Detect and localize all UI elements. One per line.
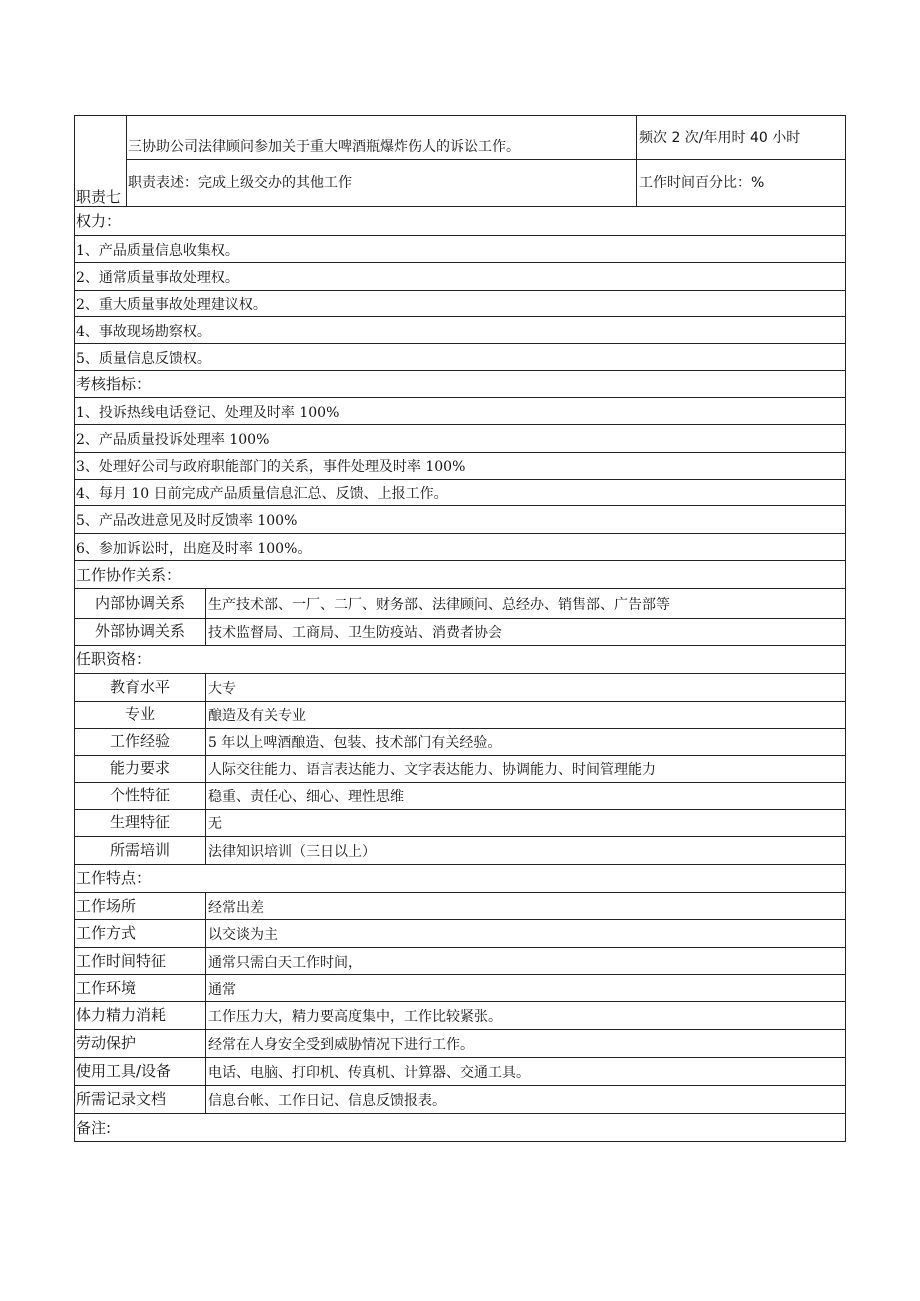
rule: [74, 809, 846, 810]
duty-description: 职责表述：完成上级交办的其他工作: [128, 175, 352, 191]
coordination-title: 工作协作关系：: [76, 566, 182, 584]
rule: [74, 206, 846, 207]
qualification-value: 酿造及有关专业: [208, 708, 306, 724]
power-item: 5、质量信息反馈权。: [76, 351, 211, 367]
kpi-item: 1、投诉热线电话登记、处理及时率 100%: [76, 405, 340, 421]
rule: [74, 864, 846, 865]
rule: [74, 1057, 846, 1058]
rule: [205, 588, 206, 646]
rule: [74, 1085, 846, 1086]
rule: [74, 235, 846, 236]
qualification-label: 个性特征: [109, 786, 170, 804]
power-item: 2、通常质量事故处理权。: [76, 270, 239, 286]
feature-value: 经常在人身安全受到威胁情况下进行工作。: [208, 1037, 474, 1053]
rule: [74, 974, 846, 975]
feature-label: 使用工具/设备: [76, 1062, 172, 1080]
rule: [74, 782, 846, 783]
rule: [74, 1001, 846, 1002]
feature-label: 体力精力消耗: [76, 1006, 167, 1024]
qualification-label: 专业: [124, 705, 155, 723]
qualification-label: 所需培训: [109, 841, 170, 859]
rule: [74, 505, 846, 506]
rule: [636, 115, 637, 207]
feature-label: 工作时间特征: [76, 952, 167, 970]
coordination-value: 生产技术部、一厂、二厂、财务部、法律顾问、总经办、销售部、广告部等: [208, 597, 670, 613]
rule: [74, 919, 846, 920]
powers-title: 权力：: [76, 212, 122, 230]
remark-label: 备注:: [76, 1119, 112, 1137]
feature-label: 所需记录文档: [76, 1090, 167, 1108]
feature-label: 劳动保护: [76, 1034, 137, 1052]
rule: [74, 452, 846, 453]
rule: [74, 728, 846, 729]
feature-label: 工作环境: [76, 979, 137, 997]
rule: [74, 290, 846, 291]
coordination-value: 技术监督局、工商局、卫生防疫站、消费者协会: [208, 625, 502, 641]
qualification-label: 工作经验: [109, 732, 170, 750]
rule: [74, 262, 846, 263]
feature-value: 电话、电脑、打印机、传真机、计算器、交通工具。: [208, 1065, 530, 1081]
rule: [845, 115, 846, 1142]
rule: [126, 115, 127, 207]
duty-label: 职责七: [76, 188, 122, 206]
rule: [74, 316, 846, 317]
feature-value: 经常出差: [208, 900, 264, 916]
coordination-label: 外部协调关系: [94, 622, 185, 640]
rule: [205, 673, 206, 865]
qualification-value: 人际交往能力、语言表达能力、文字表达能力、协调能力、时间管理能力: [208, 762, 656, 778]
feature-label: 工作场所: [76, 897, 137, 915]
kpi-item: 4、每月 10 日前完成产品质量信息汇总、反馈、上报工作。: [76, 486, 448, 502]
work-features-title: 工作特点：: [76, 869, 152, 887]
kpi-item: 6、参加诉讼时，出庭及时率 100%。: [76, 541, 312, 557]
rule: [74, 560, 846, 561]
kpi-item: 2、产品质量投诉处理率 100%: [76, 432, 270, 448]
rule: [74, 1029, 846, 1030]
rule: [74, 892, 846, 893]
rule: [74, 343, 846, 344]
rule: [74, 479, 846, 480]
rule: [74, 836, 846, 837]
rule: [74, 701, 846, 702]
coordination-label: 内部协调关系: [94, 594, 185, 612]
previous-duty-item: 三协助公司法律顾问参加关于重大啤酒瓶爆炸伤人的诉讼工作。: [128, 139, 520, 155]
feature-label: 工作方式: [76, 924, 137, 942]
qualification-value: 无: [208, 816, 222, 832]
kpi-item: 3、处理好公司与政府职能部门的关系，事件处理及时率 100%: [76, 459, 466, 475]
qualification-value: 5 年以上啤酒酿造、包装、技术部门有关经验。: [208, 735, 502, 751]
rule: [74, 115, 846, 116]
qualification-value: 法律知识培训（三日以上）: [208, 844, 376, 860]
qualification-value: 大专: [208, 681, 236, 697]
work-time-percentage: 工作时间百分比：%: [639, 175, 765, 191]
power-item: 2、重大质量事故处理建议权。: [76, 297, 267, 313]
feature-value: 信息台帐、工作日记、信息反馈报表。: [208, 1093, 446, 1109]
qualification-value: 稳重、责任心、细心、理性思维: [208, 789, 404, 805]
feature-value: 通常: [208, 982, 236, 998]
rule: [126, 159, 846, 160]
kpi-title: 考核指标：: [76, 375, 152, 393]
rule: [74, 947, 846, 948]
rule: [74, 1113, 846, 1114]
qualifications-title: 任职资格：: [76, 650, 152, 668]
rule: [74, 755, 846, 756]
rule: [74, 1141, 846, 1142]
rule: [74, 645, 846, 646]
kpi-item: 5、产品改进意见及时反馈率 100%: [76, 513, 298, 529]
power-item: 1、产品质量信息收集权。: [76, 243, 239, 259]
rule: [74, 673, 846, 674]
feature-value: 工作压力大，精力要高度集中，工作比较紧张。: [208, 1009, 502, 1025]
rule: [74, 588, 846, 589]
rule: [74, 533, 846, 534]
qualification-label: 能力要求: [109, 759, 170, 777]
previous-duty-frequency: 频次 2 次/年用时 40 小时: [639, 130, 801, 146]
power-item: 4、事故现场勘察权。: [76, 324, 211, 340]
rule: [205, 892, 206, 1114]
feature-value: 通常只需白天工作时间，: [208, 955, 362, 971]
qualification-label: 教育水平: [109, 678, 170, 696]
rule: [74, 618, 846, 619]
rule: [74, 424, 846, 425]
rule: [74, 370, 846, 371]
rule: [74, 397, 846, 398]
qualification-label: 生理特征: [109, 813, 170, 831]
feature-value: 以交谈为主: [208, 927, 278, 943]
